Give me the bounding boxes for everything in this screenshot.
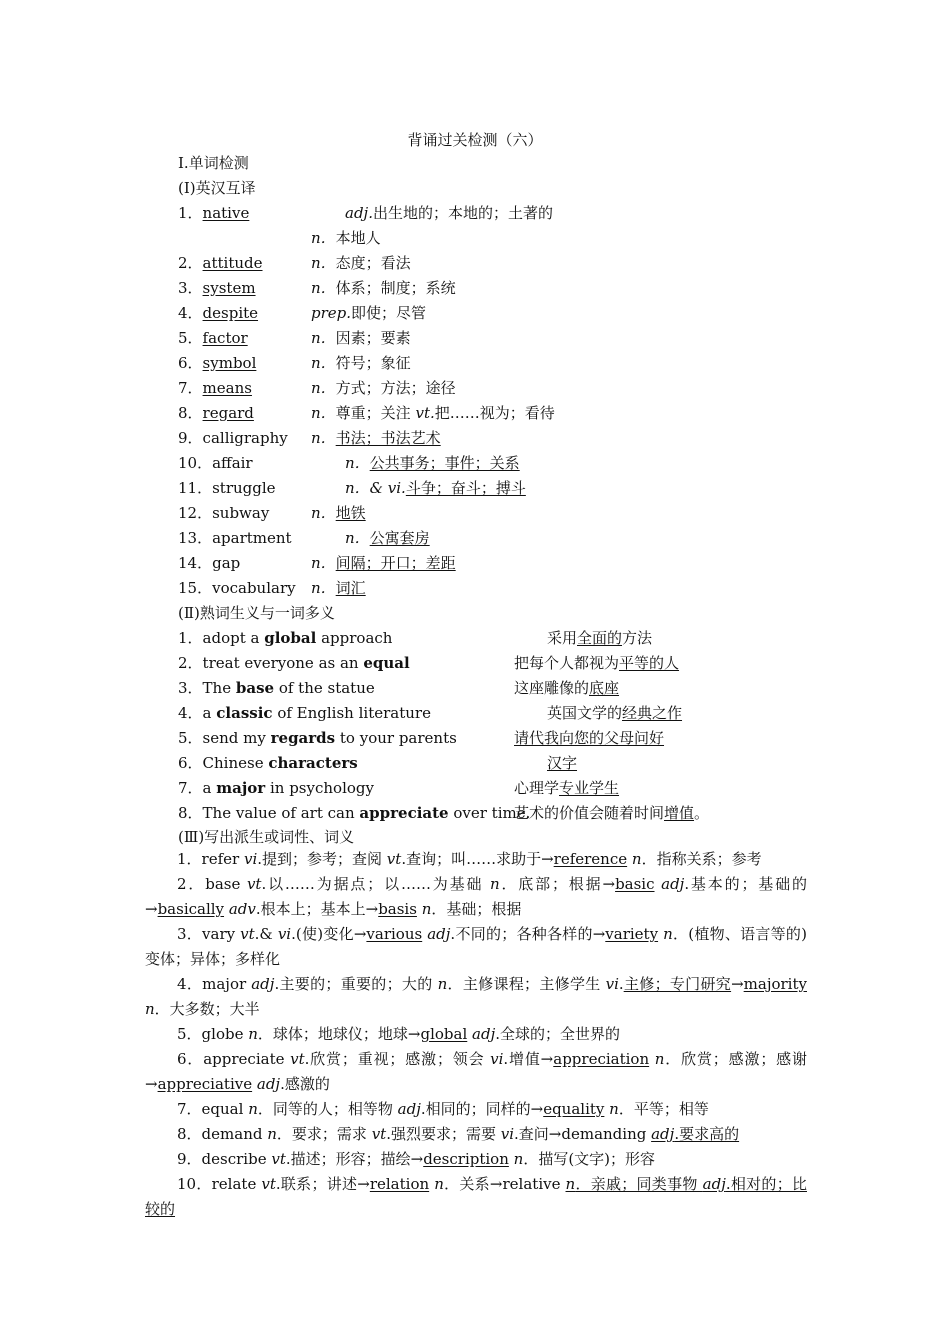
english-word: native (202, 204, 250, 222)
phrase-text: The (202, 679, 236, 697)
english-word: regard (202, 404, 254, 422)
item-number: 10． (178, 454, 213, 472)
subsection-heading: (Ⅰ)英汉互译 (178, 179, 256, 197)
chinese-meaning: 尊重；关注 (335, 404, 411, 422)
chinese-meaning: 体系；制度；系统 (335, 279, 456, 297)
item-number: 3． (178, 679, 203, 697)
part-of-speech: n． (311, 254, 336, 272)
item-number: 3． (178, 279, 203, 297)
translation-text: 心理学 (514, 779, 560, 797)
english-word: factor (202, 329, 248, 347)
phrase-english (178, 803, 530, 823)
vocab-meaning (311, 278, 456, 298)
key-word: base (235, 679, 275, 697)
phrase-chinese (514, 803, 709, 823)
chinese-meaning: 符号；象征 (335, 354, 411, 372)
translation-answer: 平等的人 (619, 654, 680, 672)
chinese-meaning: 公共事务；事件；关系 (369, 454, 520, 472)
english-word: affair (212, 454, 253, 472)
vocab-word (178, 553, 240, 573)
item-number: 2． (178, 254, 203, 272)
derivative-item: 1．refer vi.提到；参考；查阅 vt.查询；叫……求助于→reference n．指称关系；参考 (177, 850, 762, 868)
translation-text: 英国文学的 (547, 704, 623, 722)
key-word: appreciate (359, 804, 449, 822)
english-word: vocabulary (212, 579, 296, 597)
translation-answer: 专业学生 (559, 779, 620, 797)
chinese-meaning: 词汇 (335, 579, 366, 597)
vocab-meaning (311, 303, 426, 323)
derivative-item: 8．demand n．要求；需求 vt.强烈要求；需要 vi.查问→demanding adj.要求高的 (177, 1125, 740, 1143)
subsection-heading: (Ⅱ)熟词生义与一词多义 (178, 604, 335, 622)
part-of-speech: n． (345, 529, 370, 547)
phrase-chinese (547, 703, 682, 723)
english-word: means (202, 379, 252, 397)
item-number: 7． (178, 779, 203, 797)
english-word: attitude (202, 254, 263, 272)
part-of-speech: n． (311, 329, 336, 347)
translation-answer: 全面的 (577, 629, 623, 647)
phrase-text: send my (202, 729, 271, 747)
vocab-word (178, 453, 253, 473)
phrase-chinese (514, 678, 619, 698)
item-number: 6． (178, 354, 203, 372)
phrase-english (178, 628, 392, 648)
vocab-word (178, 353, 256, 373)
vocab-word (178, 328, 248, 348)
item-number: 12． (178, 504, 213, 522)
part-of-speech: n． (345, 454, 370, 472)
item-number: 6． (178, 754, 203, 772)
part-of-speech: n． (311, 229, 336, 247)
item-number: 9． (178, 429, 203, 447)
phrase-text: a (202, 779, 217, 797)
part-of-speech: n． (311, 354, 336, 372)
vocab-meaning (345, 203, 553, 223)
key-word: regards (270, 729, 336, 747)
part-of-speech: prep. (311, 304, 352, 322)
phrase-text: approach (316, 629, 393, 647)
vocab-meaning (311, 578, 366, 598)
phrase-text: of the statue (274, 679, 375, 697)
phrase-text: The value of art can (202, 804, 360, 822)
item-number: 5． (178, 729, 203, 747)
vocab-word (178, 203, 249, 223)
phrase-english (178, 653, 410, 673)
translation-text: 方法 (622, 629, 653, 647)
vocab-word (178, 403, 254, 423)
item-number: 15． (178, 579, 213, 597)
vocab-meaning (311, 553, 456, 573)
chinese-meaning: 公寓套房 (369, 529, 430, 547)
chinese-meaning: 因素；要素 (335, 329, 411, 347)
derivative-item: 7．equal n．同等的人；相等物 adj.相同的；同样的→equality n．平等；相等 (177, 1100, 709, 1118)
translation-answer: 经典之作 (622, 704, 683, 722)
phrase-text: to your parents (335, 729, 457, 747)
chinese-meaning: 间隔；开口；差距 (335, 554, 456, 572)
item-number: 5． (178, 329, 203, 347)
item-number: 13． (178, 529, 213, 547)
english-word: struggle (212, 479, 276, 497)
vocab-word (178, 378, 252, 398)
part-of-speech: n． (311, 504, 336, 522)
vocab-word (178, 253, 263, 273)
vocab-word (178, 578, 296, 598)
item-number: 1． (178, 629, 203, 647)
translation-text: 艺术的价值会随着时间 (514, 804, 665, 822)
derivative-item: 4．major adj.主要的；重要的；大的 n．主修课程；主修学生 vi.主修；专门研究→majority n．大多数；大半 (145, 975, 807, 1018)
chinese-meaning: 态度；看法 (335, 254, 411, 272)
phrase-chinese (514, 728, 664, 748)
phrase-chinese (547, 753, 577, 773)
vocab-meaning (311, 378, 456, 398)
part-of-speech: adj. (345, 204, 373, 222)
chinese-meaning: 方式；方法；途径 (335, 379, 456, 397)
english-word: system (202, 279, 256, 297)
item-number: 1． (178, 204, 203, 222)
vocab-meaning (311, 403, 555, 423)
english-word: subway (212, 504, 270, 522)
vocab-word (178, 478, 276, 498)
english-word: despite (202, 304, 259, 322)
english-word: apartment (212, 529, 292, 547)
item-number: 7． (178, 379, 203, 397)
phrase-text: in psychology (265, 779, 374, 797)
key-word: global (264, 629, 317, 647)
subsection-heading: (Ⅲ)写出派生或词性、词义 (178, 828, 355, 846)
chinese-meaning: 把……视为；看待 (434, 404, 555, 422)
chinese-meaning: 即使；尽管 (351, 304, 427, 322)
chinese-meaning: 书法；书法艺术 (335, 429, 441, 447)
vocab-meaning (345, 478, 526, 498)
section-heading: Ⅰ.单词检测 (178, 154, 249, 172)
translation-text: 采用 (547, 629, 578, 647)
derivative-item: 5．globe n．球体；地球仪；地球→global adj.全球的；全世界的 (177, 1025, 621, 1043)
vocab-word (178, 428, 288, 448)
chinese-meaning: 地铁 (335, 504, 366, 522)
part-of-speech: n． (311, 404, 336, 422)
phrase-text: treat everyone as an (202, 654, 364, 672)
part-of-speech: n． (311, 429, 336, 447)
translation-text: 这座雕像的 (514, 679, 590, 697)
translation-answer: 底座 (589, 679, 620, 697)
key-word: classic (216, 704, 273, 722)
derivative-item: 3．vary vt.& vi.(使)变化→various adj.不同的；各种各样的→variety n．(植物、语言等的)变体；异体；多样化 (145, 925, 808, 968)
item-number: 14． (178, 554, 213, 572)
phrase-text: of English literature (272, 704, 431, 722)
part-of-speech: n． (311, 379, 336, 397)
part-of-speech: n．& vi. (345, 479, 406, 497)
translation-text: 把每个人都视为 (514, 654, 620, 672)
vocab-word (178, 278, 256, 298)
key-word: equal (363, 654, 410, 672)
english-word: gap (212, 554, 241, 572)
chinese-meaning: 本地人 (335, 229, 381, 247)
phrase-text: Chinese (202, 754, 269, 772)
vocab-meaning (311, 428, 441, 448)
vocab-word (178, 303, 258, 323)
english-word: calligraphy (202, 429, 288, 447)
phrase-text: adopt a (202, 629, 265, 647)
derivative-item: 6．appreciate vt.欣赏；重视；感激；领会 vi.增值→appreciation n．欣赏；感激；感谢→appreciative adj.感激的 (145, 1050, 808, 1093)
page-title: 背诵过关检测（六） (407, 131, 543, 149)
chinese-meaning: 斗争；奋斗；搏斗 (405, 479, 526, 497)
item-number: 8． (178, 804, 203, 822)
phrase-chinese (547, 628, 652, 648)
phrase-chinese (514, 653, 679, 673)
english-word: symbol (202, 354, 257, 372)
phrase-english (178, 728, 457, 748)
derivative-item: 9．describe vt.描述；形容；描绘→description n．描写(文字)；形容 (177, 1150, 656, 1168)
key-word: major (216, 779, 266, 797)
item-number: 4． (178, 304, 203, 322)
vocab-meaning (311, 353, 411, 373)
translation-text: 。 (694, 804, 710, 822)
part-of-speech: n． (311, 579, 336, 597)
phrase-chinese (514, 778, 619, 798)
phrase-text: over time. (448, 804, 531, 822)
vocab-meaning (345, 528, 430, 548)
phrase-english (178, 703, 431, 723)
translation-answer: 请代我向您的父母问好 (514, 729, 665, 747)
derivative-item: 10．relate vt.联系；讲述→relation n．关系→relative n．亲戚；同类事物 adj.相对的；比较的 (145, 1175, 807, 1218)
phrase-text: a (202, 704, 217, 722)
chinese-meaning: 出生地的；本地的；土著的 (372, 204, 553, 222)
item-number: 2． (178, 654, 203, 672)
vocab-meaning (311, 503, 366, 523)
vocab-meaning (311, 253, 411, 273)
item-number: 11． (178, 479, 213, 497)
vocab-meaning (345, 453, 520, 473)
item-number: 8． (178, 404, 203, 422)
derivative-item: 2．base vt.以……为据点；以……为基础 n．底部；根据→basic adj.基本的；基础的→basically adv.根本上；基本上→basis n．基础；根据 (145, 875, 807, 918)
vocab-meaning (311, 328, 411, 348)
part-of-speech: n． (311, 279, 336, 297)
phrase-english (178, 678, 375, 698)
phrase-english (178, 753, 358, 773)
item-number: 4． (178, 704, 203, 722)
key-word: characters (268, 754, 358, 772)
part-of-speech: vt. (415, 404, 435, 422)
part-of-speech: n． (311, 554, 336, 572)
vocab-word (178, 503, 269, 523)
phrase-english (178, 778, 374, 798)
vocab-meaning (311, 228, 381, 248)
vocab-word (178, 528, 292, 548)
translation-answer: 汉字 (547, 754, 578, 772)
translation-answer: 增值 (664, 804, 695, 822)
